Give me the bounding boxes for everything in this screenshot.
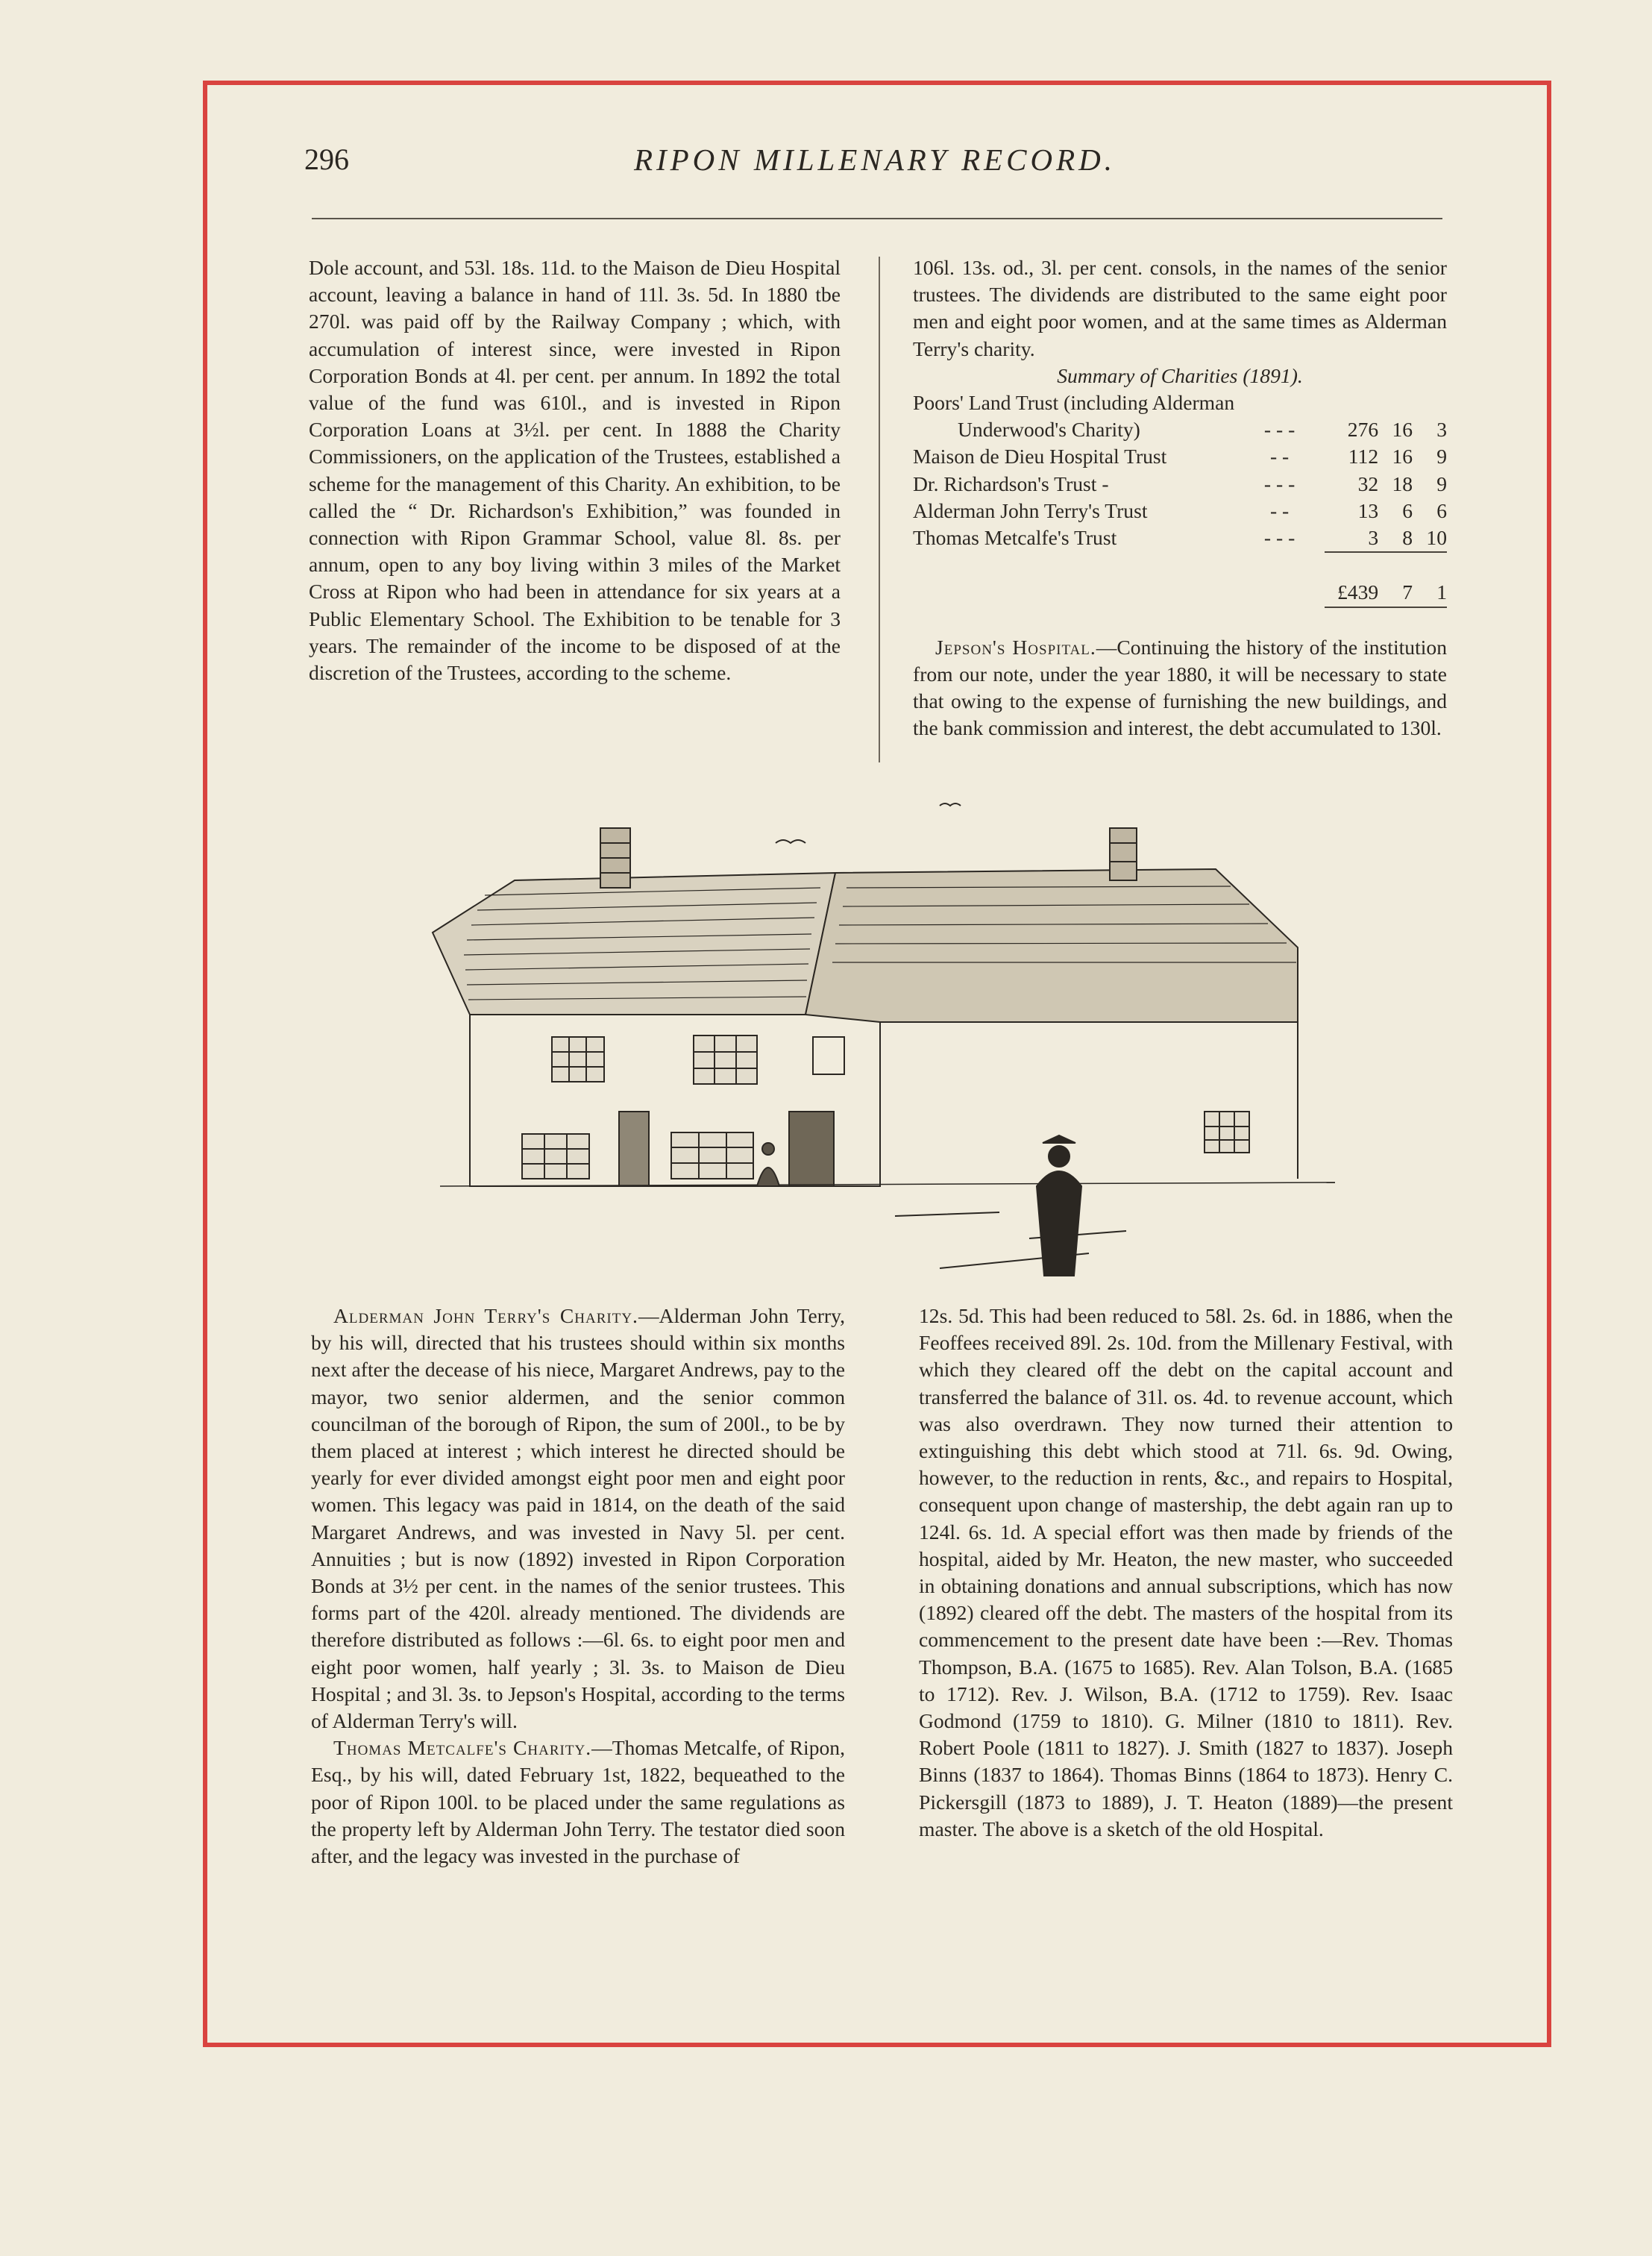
- summary-row: [913, 471, 1447, 498]
- summary-row: [913, 498, 1447, 524]
- summary-name: Maison de Dieu Hospital Trust: [913, 445, 1167, 469]
- summary-d: 10: [1426, 526, 1447, 550]
- metcalfe-continuation-paragraph: 106l. 13s. od., 3l. per cent. consols, in the names of the senior trustees. The dividends are distributed to the same eight poor men and eight poor women, and at the same times as Alderman Terry's charity.: [913, 256, 1447, 360]
- summary-l: 3: [1368, 526, 1379, 550]
- total-shillings: 7: [1402, 580, 1413, 604]
- summary-l: 112: [1348, 445, 1379, 469]
- terry-paragraph: [311, 1303, 845, 1735]
- running-header: [304, 142, 1445, 187]
- summary-s: 16: [1392, 445, 1413, 469]
- summary-d: 6: [1436, 498, 1447, 522]
- jepson-text: —Continuing the history of the institution from our note, under the year 1880, it will be necessary to state that owing to the expense of furnishing the new buildings, and the bank commission and interest, the debt accumulated to 130l.: [913, 635, 1447, 740]
- left-column-bottom: [311, 1303, 845, 1870]
- summary-l: 32: [1357, 471, 1379, 495]
- metcalfe-heading: Thomas Metcalfe's Charity.: [333, 1736, 592, 1760]
- summary-name: Thomas Metcalfe's Trust: [913, 526, 1117, 550]
- summary-total-row: [913, 579, 1447, 607]
- summary-table: [913, 389, 1447, 634]
- summary-d: 3: [1436, 418, 1447, 442]
- richardson-paragraph: Dole account, and 53l. 18s. 11d. to the Maison de Dieu Hospital account, leaving a balance in hand of 11l. 3s. 5d. In 1880 tbe 270l. was paid off by the Railway Company ; which, with accumulation of interest since, were invested in Ripon Corporation Bonds at 4l. per cent. per annum. In 1892 the total value of the fund was 610l., and is invested in Ripon Corporation Loans at 3½l. per cent. In 1888 the Charity Commissioners, on the application of the Trustees, established a scheme for the management of this Charity. An exhibition, to be called the “ Dr. Richardson's Exhibition,” was founded in connection with Ripon Grammar School, value 8l. 8s. per annum, open to any boy living within 3 miles of the Market Cross at Ripon who had been in attendance for six years at a Public Elementary School. The Exhibition to be tenable for 3 years. The remainder of the income to be disposed of at the discretion of the Trustees, according to the scheme.: [309, 256, 841, 685]
- summary-name: Dr. Richardson's Trust -: [913, 471, 1109, 495]
- summary-d: 9: [1436, 445, 1447, 469]
- summary-row: [913, 389, 1447, 416]
- terry-text: —Alderman John Terry, by his will, directed that his trustees should within six months next after the decease of his niece, Margaret Andrews, pay to the mayor, two senior aldermen, and the senior common councilman of the borough of Ripon, the sum of 200l., to be by them placed at interest ; which interest he directed should be yearly for ever divided amongst eight poor men and eight poor women. This legacy was paid in 1814, on the death of the said Margaret Andrews, and was invested in Navy 5l. per cent. Annuities ; but is now (1892) invested in Ripon Corporation Bonds at 3½ per cent. in the names of the senior trustees. This forms part of the 420l. already mentioned. The dividends are therefore distributed as follows :—6l. 6s. to eight poor men and eight poor women, half yearly ; 3l. 3s. to Maison de Dieu Hospital ; and 3l. 3s. to Jepson's Hospital, according to the terms of Alderman Terry's will.: [311, 1304, 845, 1733]
- column-divider: [879, 257, 880, 762]
- metcalfe-paragraph: [311, 1735, 845, 1870]
- summary-l: [1325, 389, 1378, 416]
- jepson-paragraph: [913, 634, 1447, 742]
- summary-title: Summary of Charities (1891).: [1057, 363, 1303, 387]
- hospital-illustration: [418, 798, 1342, 1306]
- summary-row: [913, 416, 1447, 443]
- terry-heading: Alderman John Terry's Charity.: [333, 1304, 638, 1327]
- summary-l: 13: [1357, 498, 1379, 522]
- hospital-debt-paragraph: 12s. 5d. This had been reduced to 58l. 2s. 6d. in 1886, when the Feoffees received 89l. 2s. 10d. from the Millenary Festival, with which they cleared off the debt on the capital account and transferred the balance of 31l. os. 4d. to revenue account, which was also overdrawn. They now turned their attention to extinguishing this debt which stood at 71l. 6s. 9d. Owing, however, to the reduction in rents, &c., and repairs to Hospital, consequent upon change of mastership, the debt again ran up to 124l. 6s. 1d. A special effort was then made by friends of the hospital, aided by Mr. Heaton, the new master, who succeeded in obtaining donations and annual subscriptions, which has now (1892) cleared off the debt. The masters of the hospital from its commencement to the present date have been :—Rev. Thomas Thompson, B.A. (1675 to 1685). Rev. Alan Tolson, B.A. (1685 to 1712). Rev. J. Wilson, B.A. (1712 to 1759). Rev. Isaac Godmond (1759 to 1810). G. Milner (1810 to 1811). Rev. Robert Poole (1811 to 1827). J. Smith (1827 to 1837). Joseph Binns (1837 to 1864). Thomas Binns (1864 to 1873). Henry C. Pickersgill (1873 to 1889), J. T. Heaton (1889)—the present master. The above is a sketch of the old Hospital.: [919, 1304, 1453, 1840]
- summary-dashes: - - -: [1263, 418, 1295, 442]
- summary-dashes: - - -: [1263, 471, 1295, 495]
- summary-dashes: - -: [1269, 498, 1290, 522]
- summary-dashes: - -: [1269, 445, 1290, 469]
- summary-s: [1378, 389, 1413, 416]
- jepson-heading: Jepson's Hospital.: [935, 635, 1096, 659]
- summary-l: 276: [1347, 418, 1379, 442]
- summary-row: [913, 443, 1447, 470]
- summary-dashes: [1234, 389, 1325, 416]
- summary-s: 18: [1392, 471, 1413, 495]
- summary-name: Alderman John Terry's Trust: [913, 498, 1148, 522]
- right-column-top: [913, 254, 1447, 742]
- summary-d: 9: [1436, 471, 1447, 495]
- left-column-top: [309, 254, 841, 686]
- summary-name: Poors' Land Trust (including Alderman: [913, 391, 1235, 415]
- right-column-bottom: [919, 1303, 1453, 1843]
- total-pence: 1: [1436, 580, 1447, 604]
- summary-d: [1413, 389, 1447, 416]
- total-pounds: £439: [1337, 580, 1379, 604]
- summary-name: Underwood's Charity): [958, 418, 1140, 442]
- summary-dashes: - - -: [1263, 526, 1295, 550]
- header-rule: [312, 218, 1442, 219]
- summary-s: 16: [1392, 418, 1413, 442]
- summary-row: [913, 524, 1447, 552]
- metcalfe-text: —Thomas Metcalfe, of Ripon, Esq., by his will, dated February 1st, 1822, bequeathed to the poor of Ripon 100l. to be placed under the same regulations as the property left by Alderman John Terry. The testator died soon after, and the legacy was invested in the purchase of: [311, 1736, 845, 1868]
- page-number: 296: [304, 142, 349, 176]
- running-title: RIPON MILLENARY RECORD.: [633, 142, 1116, 177]
- summary-s: 6: [1402, 498, 1413, 522]
- summary-s: 8: [1402, 526, 1413, 550]
